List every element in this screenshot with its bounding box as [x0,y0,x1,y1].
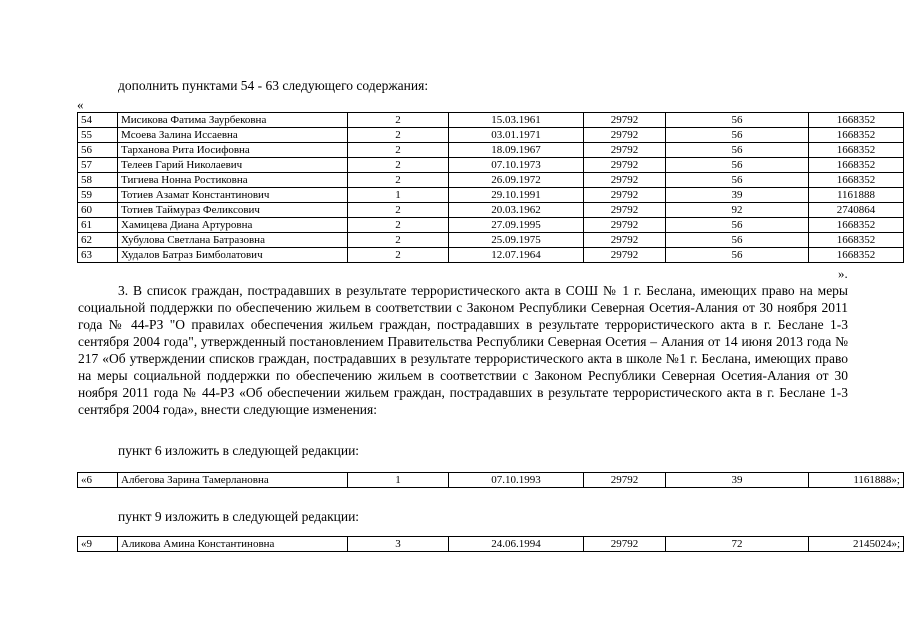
row-family-count: 2 [348,173,449,188]
row-name: Худалов Батраз Бимболатович [118,248,348,263]
row-name: Мсоева Залина Иссаевна [118,128,348,143]
row-date: 25.09.1975 [449,233,584,248]
row-price: 29792 [584,473,666,488]
row-number: 63 [78,248,118,263]
row-price: 29792 [584,173,666,188]
row-family-count: 2 [348,113,449,128]
row-price: 29792 [584,143,666,158]
row-family-count: 2 [348,158,449,173]
row-number: 57 [78,158,118,173]
item-6-heading: пункт 6 изложить в следующей редакции: [118,443,360,458]
row-price: 29792 [584,248,666,263]
row-sum: 1668352 [809,173,904,188]
row-family-count: 3 [348,537,449,552]
row-sum: 1668352 [809,158,904,173]
row-price: 29792 [584,158,666,173]
table-row [78,537,904,552]
row-number: 54 [78,113,118,128]
item-9-heading: пункт 9 изложить в следующей редакции: [118,509,360,524]
table-row [78,203,904,218]
row-family-count: 2 [348,218,449,233]
row-price: 29792 [584,537,666,552]
row-name: Албегова Зарина Тамерлановна [118,473,348,488]
row-sum: 1668352 [809,128,904,143]
table-row [78,248,904,263]
row-sum: 1668352 [809,113,904,128]
item-6-table [77,472,904,488]
row-number: «9 [78,537,118,552]
row-name: Тотиев Таймураз Феликсович [118,203,348,218]
row-number: 60 [78,203,118,218]
table-row [78,143,904,158]
row-norm: 56 [666,218,809,233]
row-date: 07.10.1973 [449,158,584,173]
row-name: Тотиев Азамат Константинович [118,188,348,203]
row-number: 56 [78,143,118,158]
closing-quote: ». [838,266,848,281]
row-sum: 1668352 [809,218,904,233]
row-name: Тигиева Нонна Ростиковна [118,173,348,188]
row-norm: 56 [666,128,809,143]
item-9-table [77,536,904,552]
row-norm: 56 [666,173,809,188]
row-name: Хамицева Диана Артуровна [118,218,348,233]
row-family-count: 2 [348,143,449,158]
row-sum: 1668352 [809,143,904,158]
row-norm: 56 [666,143,809,158]
row-date: 07.10.1993 [449,473,584,488]
intro-text: дополнить пунктами 54 - 63 следующего содержания: [118,78,429,93]
row-number: 59 [78,188,118,203]
row-number: 62 [78,233,118,248]
row-date: 18.09.1967 [449,143,584,158]
row-norm: 39 [666,473,809,488]
row-name: Тарханова Рита Иосифовна [118,143,348,158]
recipients-table [77,112,904,263]
row-norm: 56 [666,248,809,263]
row-price: 29792 [584,113,666,128]
row-price: 29792 [584,128,666,143]
row-sum: 2145024»; [809,537,904,552]
row-date: 12.07.1964 [449,248,584,263]
row-norm: 56 [666,233,809,248]
row-sum: 1161888»; [809,473,904,488]
row-name: Телеев Гарий Николаевич [118,158,348,173]
row-number: 61 [78,218,118,233]
row-sum: 1668352 [809,233,904,248]
table-row [78,158,904,173]
row-norm: 39 [666,188,809,203]
row-norm: 72 [666,537,809,552]
row-price: 29792 [584,218,666,233]
row-family-count: 2 [348,128,449,143]
row-family-count: 1 [348,188,449,203]
row-number: «6 [78,473,118,488]
row-number: 55 [78,128,118,143]
row-price: 29792 [584,233,666,248]
table-row [78,188,904,203]
table-row [78,233,904,248]
table-row [78,218,904,233]
row-date: 15.03.1961 [449,113,584,128]
row-norm: 92 [666,203,809,218]
row-sum: 1161888 [809,188,904,203]
row-date: 29.10.1991 [449,188,584,203]
opening-quote: « [77,97,84,112]
amendment-paragraph: 3. В список граждан, пострадавших в результате террористического акта в СОШ № 1 г. Беслана, имеющих право на меры социальной поддержки по обеспечению жильем в соответствии с Законом Республики Северная Осетия-Алания от 30 ноября 2011 года № 44-РЗ "О правилах обеспечения жильем граждан, пострадавших в результате террористического акта в г. Беслане 1-3 сентября 2004 года", утвержденный постановлением Правительства Республики Северная Осетия – Алания от 14 июня 2013 года № 217 «Об утверждении списков граждан, пострадавших в результате террористического акта в школе №1 г. Беслана, имеющих право на меры социальной поддержки по обеспечению жильем в соответствии с Законом Республики Северная Осетия-Алания от 30 ноября 2011 года № 44-РЗ «Об обеспечении жильем граждан, пострадавших в результате террористического акта в г. Беслане 1-3 сентября 2004 года», внести следующие изменения: [78,283,848,417]
table-row [78,473,904,488]
row-sum: 2740864 [809,203,904,218]
row-family-count: 2 [348,203,449,218]
row-price: 29792 [584,203,666,218]
row-date: 27.09.1995 [449,218,584,233]
row-family-count: 2 [348,248,449,263]
row-date: 26.09.1972 [449,173,584,188]
row-sum: 1668352 [809,248,904,263]
table-row [78,173,904,188]
table-row [78,128,904,143]
row-date: 03.01.1971 [449,128,584,143]
row-date: 20.03.1962 [449,203,584,218]
row-norm: 56 [666,158,809,173]
row-family-count: 1 [348,473,449,488]
row-norm: 56 [666,113,809,128]
row-name: Хубулова Светлана Батразовна [118,233,348,248]
row-family-count: 2 [348,233,449,248]
table-row [78,113,904,128]
row-name: Аликова Амина Константиновна [118,537,348,552]
row-name: Мисикова Фатима Заурбековна [118,113,348,128]
row-date: 24.06.1994 [449,537,584,552]
row-price: 29792 [584,188,666,203]
row-number: 58 [78,173,118,188]
